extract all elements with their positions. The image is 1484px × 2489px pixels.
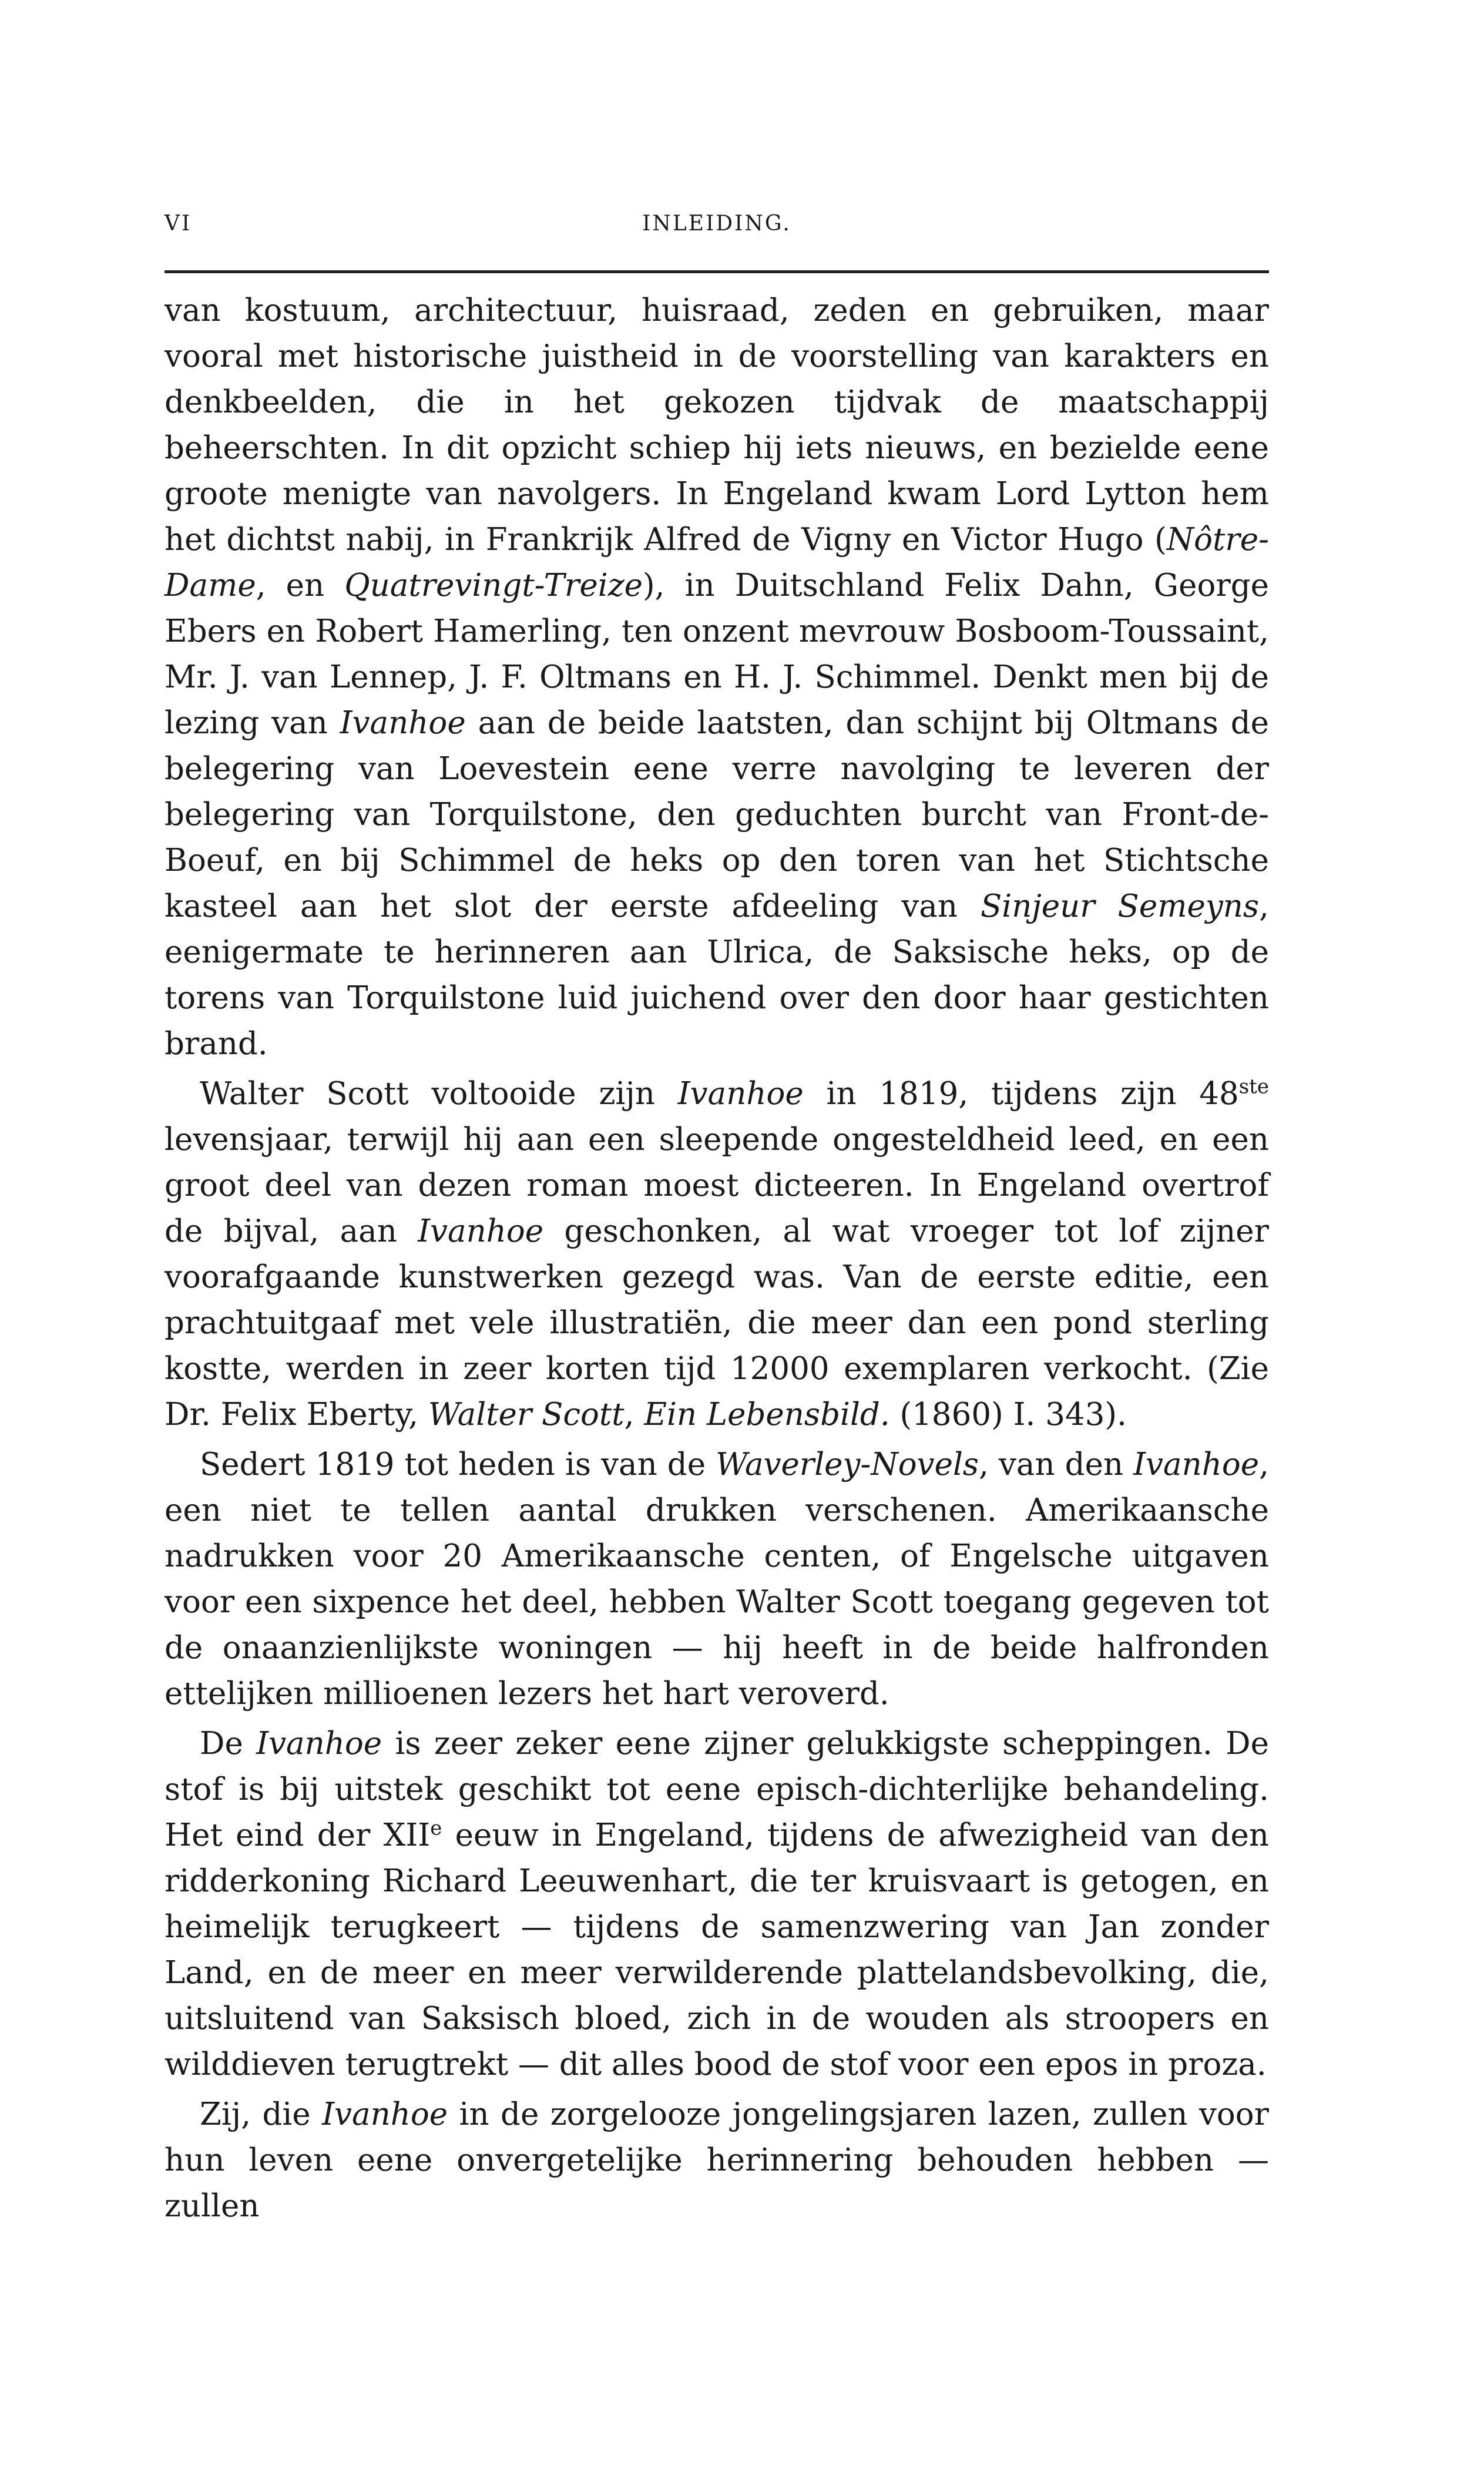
running-head xyxy=(164,212,1269,247)
paragraph-5: Zij, die Ivanhoe in de zorgelooze jongelingsjaren lazen, zullen voor hun leven eene onvergetelijke herinnering behouden hebben — zullen xyxy=(164,2096,1269,2224)
paragraph-4: De Ivanhoe is zeer zeker eene zijner gelukkigste scheppingen. De stof is bij uitstek geschikt tot eene episch-dichterlijke behandeling. Het eind der XIIe eeuw in Engeland, tijdens de afwezigheid van den ridderkoning Richard Leeuwenhart, die ter kruisvaart is getogen, en heimelijk terugkeert — tijdens de samenzwering van Jan zonder Land, en de meer en meer verwilderende plattelandsbevolking, die, uitsluitend van Saksisch bloed, zich in de wouden als stroopers en wilddieven terugtrekt — dit alles bood de stof voor een epos in proza. xyxy=(164,1726,1269,2082)
section-title: INLEIDING. xyxy=(642,212,791,236)
page-number: VI xyxy=(164,212,192,236)
paragraph-2: Walter Scott voltooide zijn Ivanhoe in 1819, tijdens zijn 48ste levensjaar, terwijl hij aan een sleepende ongesteldheid leed, en een groot deel van dezen roman moest dicteeren. In Engeland overtrof de bijval, aan Ivanhoe geschonken, al wat vroeger tot lof zijner voorafgaande kunstwerken gezegd was. Van de eerste editie, een prachtuitgaaf met vele illustratiën, die meer dan een pond sterling kostte, werden in zeer korten tijd 12000 exemplaren verkocht. (Zie Dr. Felix Eberty, Walter Scott, Ein Lebensbild. (1860) I. 343). xyxy=(164,1075,1269,1433)
paragraph-3: Sedert 1819 tot heden is van de Waverley-Novels, van den Ivanhoe, een niet te tellen aantal drukken verschenen. Amerikaansche nadrukken voor 20 Amerikaansche centen, of Engelsche uitgaven voor een sixpence het deel, hebben Walter Scott toegang gegeven tot de onaanzienlijkste woningen — hij heeft in de beide halfronden ettelijken millioenen lezers het hart veroverd. xyxy=(164,1447,1269,1712)
body-text xyxy=(164,288,1269,2229)
header-rule xyxy=(164,270,1269,273)
paragraph-1: van kostuum, architectuur, huisraad, zeden en gebruiken, maar vooral met historische juistheid in de voorstelling van karakters en denkbeelden, die in het gekozen tijdvak de maatschappij beheerschten. In dit opzicht schiep hij iets nieuws, en bezielde eene groote menigte van navolgers. In Engeland kwam Lord Lytton hem het dichtst nabij, in Frankrijk Alfred de Vigny en Victor Hugo (Nôtre-Dame, en Quatrevingt-Treize), in Duitschland Felix Dahn, George Ebers en Robert Hamerling, ten onzent mevrouw Bosboom-Toussaint, Mr. J. van Lennep, J. F. Oltmans en H. J. Schimmel. Denkt men bij de lezing van Ivanhoe aan de beide laatsten, dan schijnt bij Oltmans de belegering van Loevestein eene verre navolging te leveren der belegering van Torquilstone, den geduchten burcht van Front-de-Boeuf, en bij Schimmel de heks op den toren van het Stichtsche kasteel aan het slot der eerste afdeeling van Sinjeur Semeyns, eenigermate te herinneren aan Ulrica, de Saksische heks, op de torens van Torquilstone luid juichend over den door haar gestichten brand. xyxy=(164,293,1269,1062)
